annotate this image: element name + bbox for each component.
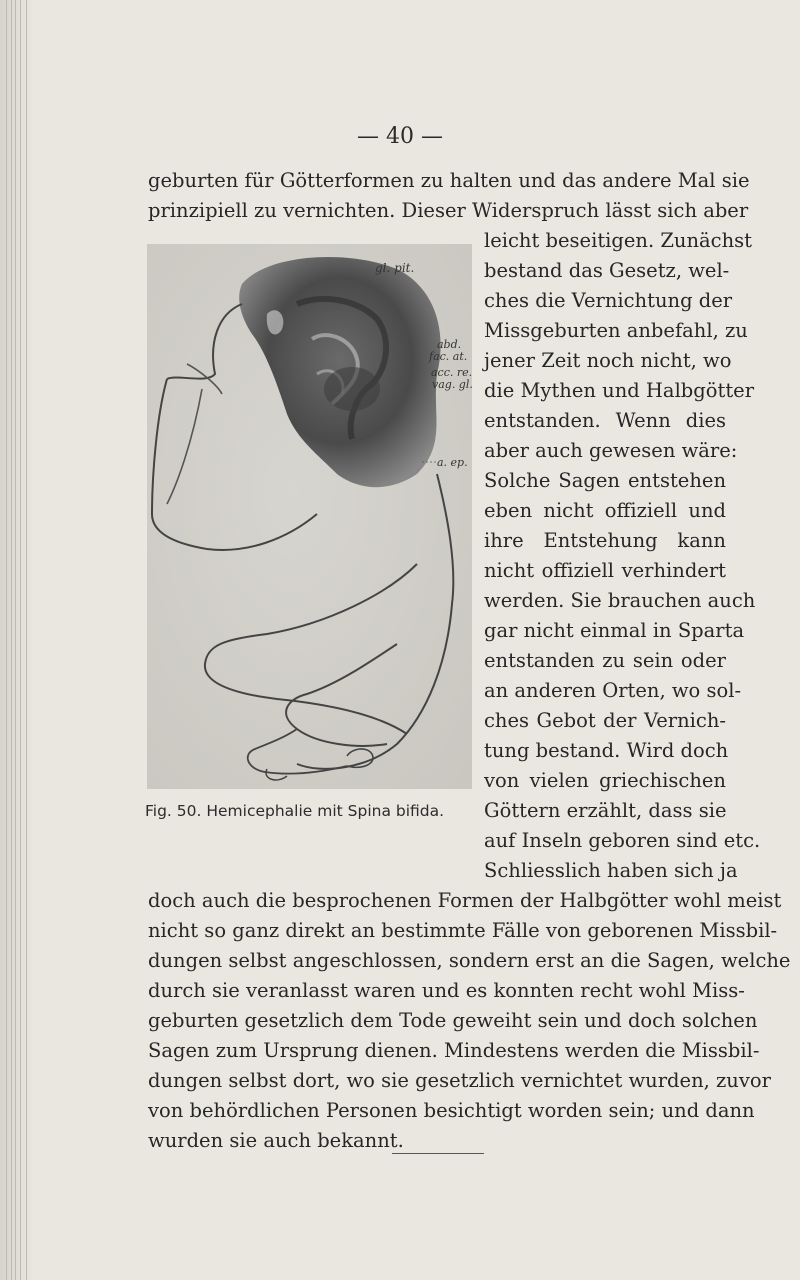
book-gutter [0,0,34,1280]
text-line: Göttern erzählt, dass sie [484,799,727,822]
text-line: dungen selbst angeschlossen, sondern erst an die Sagen, welche [148,949,791,972]
text-line: geburten gesetzlich dem Tode geweiht sein und doch solchen [148,1009,758,1032]
text-line: Schliesslich haben sich ja [484,859,738,882]
text-line: entstanden zu sein oder [484,649,726,672]
page-number: — 40 — [357,124,443,149]
text-line: gar nicht einmal in Sparta [484,619,745,642]
text-line: entstanden. Wenn dies [484,409,726,432]
text-line-last: wurden sie auch bekannt. [148,1129,404,1152]
text-line: auf Inseln geboren sind etc. [484,829,761,852]
text-line: eben nicht offiziell und [484,499,726,522]
end-rule [392,1153,484,1154]
text-line: Missgeburten anbefahl, zu [484,319,748,342]
text-line: aber auch gewesen wäre: [484,439,738,462]
text-line: tung bestand. Wird doch [484,739,729,762]
text-line: ches Gebot der Vernich- [484,709,726,732]
text-line: durch sie veranlasst waren und es konnten recht wohl Miss- [148,979,745,1002]
figure-hemicephalie [147,244,472,789]
figure-illustration [147,244,472,789]
text-line: jener Zeit noch nicht, wo [484,349,732,372]
figure-label: acc. re. [431,366,472,379]
text-line: Sagen zum Ursprung dienen. Mindestens werden die Missbil- [148,1039,760,1062]
text-line: nicht so ganz direkt an bestimmte Fälle von geborenen Missbil- [148,919,778,942]
text-line: ihre Entstehung kann [484,529,726,552]
text-line: die Mythen und Halbgötter [484,379,755,402]
figure-caption: Fig. 50. Hemicephalie mit Spina bifida. [145,802,445,820]
text-line: doch auch die besprochenen Formen der Halbgötter wohl meist [148,889,782,912]
text-line: ches die Vernichtung der [484,289,733,312]
figure-label: gl. pit. [375,261,415,275]
text-line: werden. Sie brauchen auch [484,589,756,612]
figure-label: a. ep. [437,456,468,469]
text-line: an anderen Orten, wo sol- [484,679,742,702]
text-line: von vielen griechischen [484,769,726,792]
text-line: bestand das Gesetz, wel- [484,259,730,282]
text-line: leicht beseitigen. Zunächst [484,229,753,252]
text-line: geburten für Götterformen zu halten und das andere Mal sie [148,169,750,192]
text-line: prinzipiell zu vernichten. Dieser Widerspruch lässt sich aber [148,199,749,222]
text-line: Solche Sagen entstehen [484,469,726,492]
figure-label: abd. [437,338,462,351]
text-line: nicht offiziell verhindert [484,559,726,582]
figure-label: vag. gl. [432,378,472,391]
text-line: von behördlichen Personen besichtigt worden sein; und dann [148,1099,755,1122]
text-line: dungen selbst dort, wo sie gesetzlich vernichtet wurden, zuvor [148,1069,771,1092]
figure-label: fac. at. [429,350,468,363]
